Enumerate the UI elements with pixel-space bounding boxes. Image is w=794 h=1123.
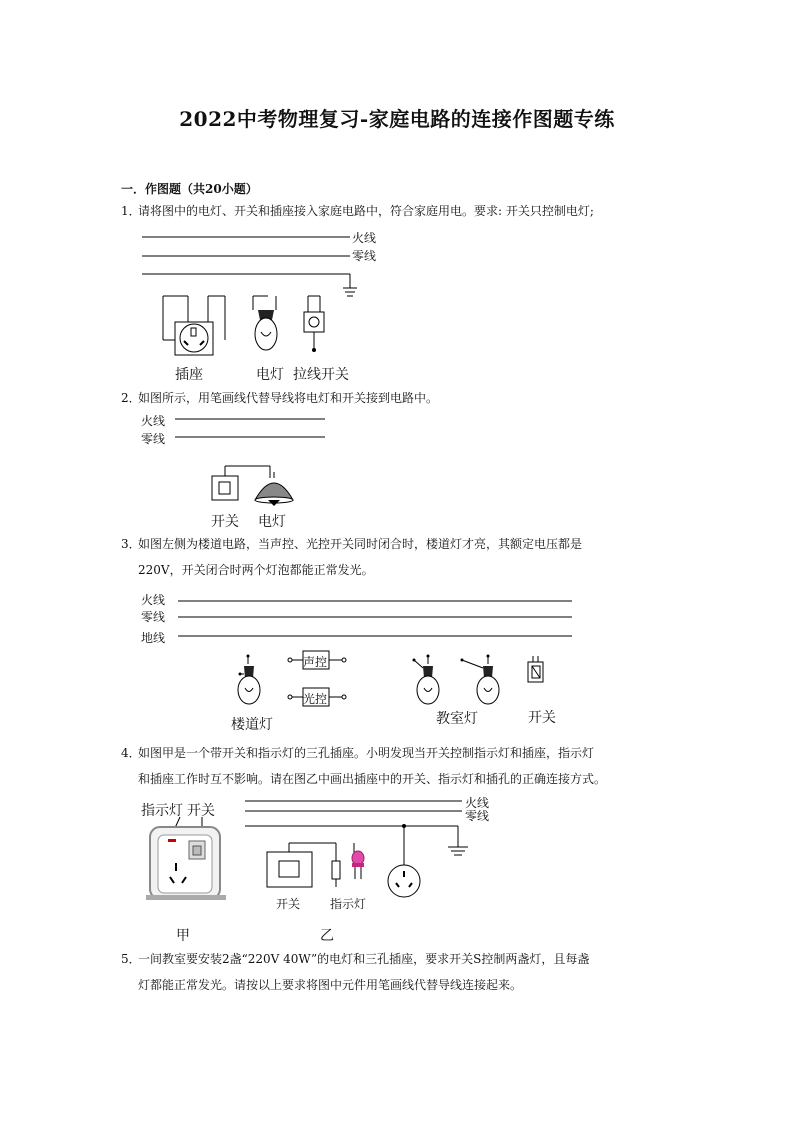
fig1-lamp-label: 电灯 — [256, 367, 284, 383]
question-text-cont: 220V，开关闭合时两个灯泡都能正常发光。 — [138, 563, 374, 577]
question-3 — [121, 531, 681, 583]
question-text: 如图所示，用笔画线代替导线将电灯和开关接到电路中。 — [138, 391, 439, 405]
fig4-neutral-label: 零线 — [465, 809, 490, 823]
corridor-lamp-label: 楼道灯 — [231, 717, 273, 733]
fig4-indicator-label: 指示灯 — [330, 897, 367, 911]
question-number: 5． — [121, 952, 141, 966]
question-2 — [121, 385, 681, 411]
question-text: 请将图中的电灯、开关和插座接入家庭电路中，符合家庭用电。要求: 开关只控制电灯; — [138, 204, 594, 218]
lamp-icon — [255, 472, 293, 506]
fig2-live-label: 火线 — [141, 414, 166, 428]
question-number: 3． — [121, 537, 141, 551]
question-text: 如图左侧为楼道电路，当声控、光控开关同时闭合时，楼道灯才亮，其额定电压都是 — [138, 537, 583, 551]
light-switch-label: 光控 — [303, 692, 328, 706]
switch-icon — [267, 843, 336, 887]
question-4 — [121, 740, 681, 792]
figure-3-circuit — [170, 590, 580, 720]
indicator-light-icon — [332, 843, 364, 887]
figure-4a-socket-panel — [140, 815, 230, 905]
bulb-icon — [413, 655, 440, 705]
fig3-ground-label: 地线 — [141, 631, 166, 645]
socket-icon — [163, 296, 225, 355]
question-text-cont: 灯都能正常发光。请按以上要求将图中元件用笔画线代替导线连接起来。 — [138, 978, 523, 992]
fig3-neutral-label: 零线 — [141, 610, 166, 624]
fig4-live-label: 火线 — [465, 796, 490, 810]
pull-switch-icon — [304, 296, 324, 352]
lamp-icon — [253, 296, 277, 350]
fig1-socket-label: 插座 — [175, 367, 203, 383]
switch-icon — [528, 656, 543, 682]
fig1-switch-label: 拉线开关 — [293, 367, 349, 383]
fig4-switch-label: 开关 — [276, 897, 301, 911]
figure-1-circuit — [130, 226, 390, 366]
classroom-lamp-label: 教室灯 — [436, 711, 478, 727]
fig3-live-label: 火线 — [141, 593, 166, 607]
indicator-light-label: 指示灯 — [141, 803, 183, 819]
fig1-live-label: 火线 — [352, 231, 377, 245]
question-number: 2． — [121, 391, 141, 405]
fig1-neutral-label: 零线 — [352, 249, 377, 263]
three-hole-socket-icon — [388, 865, 420, 897]
figure-4b-circuit — [240, 795, 470, 900]
question-5 — [121, 946, 681, 998]
page-title: 2022中考物理复习-家庭电路的连接作图题专练 — [179, 107, 615, 131]
question-number: 4． — [121, 746, 141, 760]
fig2-lamp-label: 电灯 — [258, 514, 286, 530]
question-1 — [121, 198, 681, 224]
question-text: 如图甲是一个带开关和指示灯的三孔插座。小明发现当开关控制指示灯和插座，指示灯 — [138, 746, 595, 760]
fig4-switch-top-label: 开关 — [187, 803, 215, 819]
question-number: 1． — [121, 204, 141, 218]
section-heading: 一．作图题（共20小题） — [121, 182, 258, 196]
figure-yi-label: 乙 — [320, 928, 334, 944]
fig3-switch-label: 开关 — [528, 710, 556, 726]
bulb-icon — [238, 655, 260, 705]
bulb-icon — [461, 655, 500, 705]
figure-jia-label: 甲 — [176, 928, 190, 944]
question-text-cont: 和插座工作时互不影响。请在图乙中画出插座中的开关、指示灯和插孔的正确连接方式。 — [138, 772, 607, 786]
figure-2-circuit — [170, 410, 340, 510]
fig2-neutral-label: 零线 — [141, 432, 166, 446]
fig2-switch-label: 开关 — [211, 514, 239, 530]
question-text: 一间教室要安装2盏“220V 40W”的电灯和三孔插座，要求开关S控制两盏灯，且每盏 — [138, 952, 590, 966]
sound-switch-label: 声控 — [303, 655, 328, 669]
